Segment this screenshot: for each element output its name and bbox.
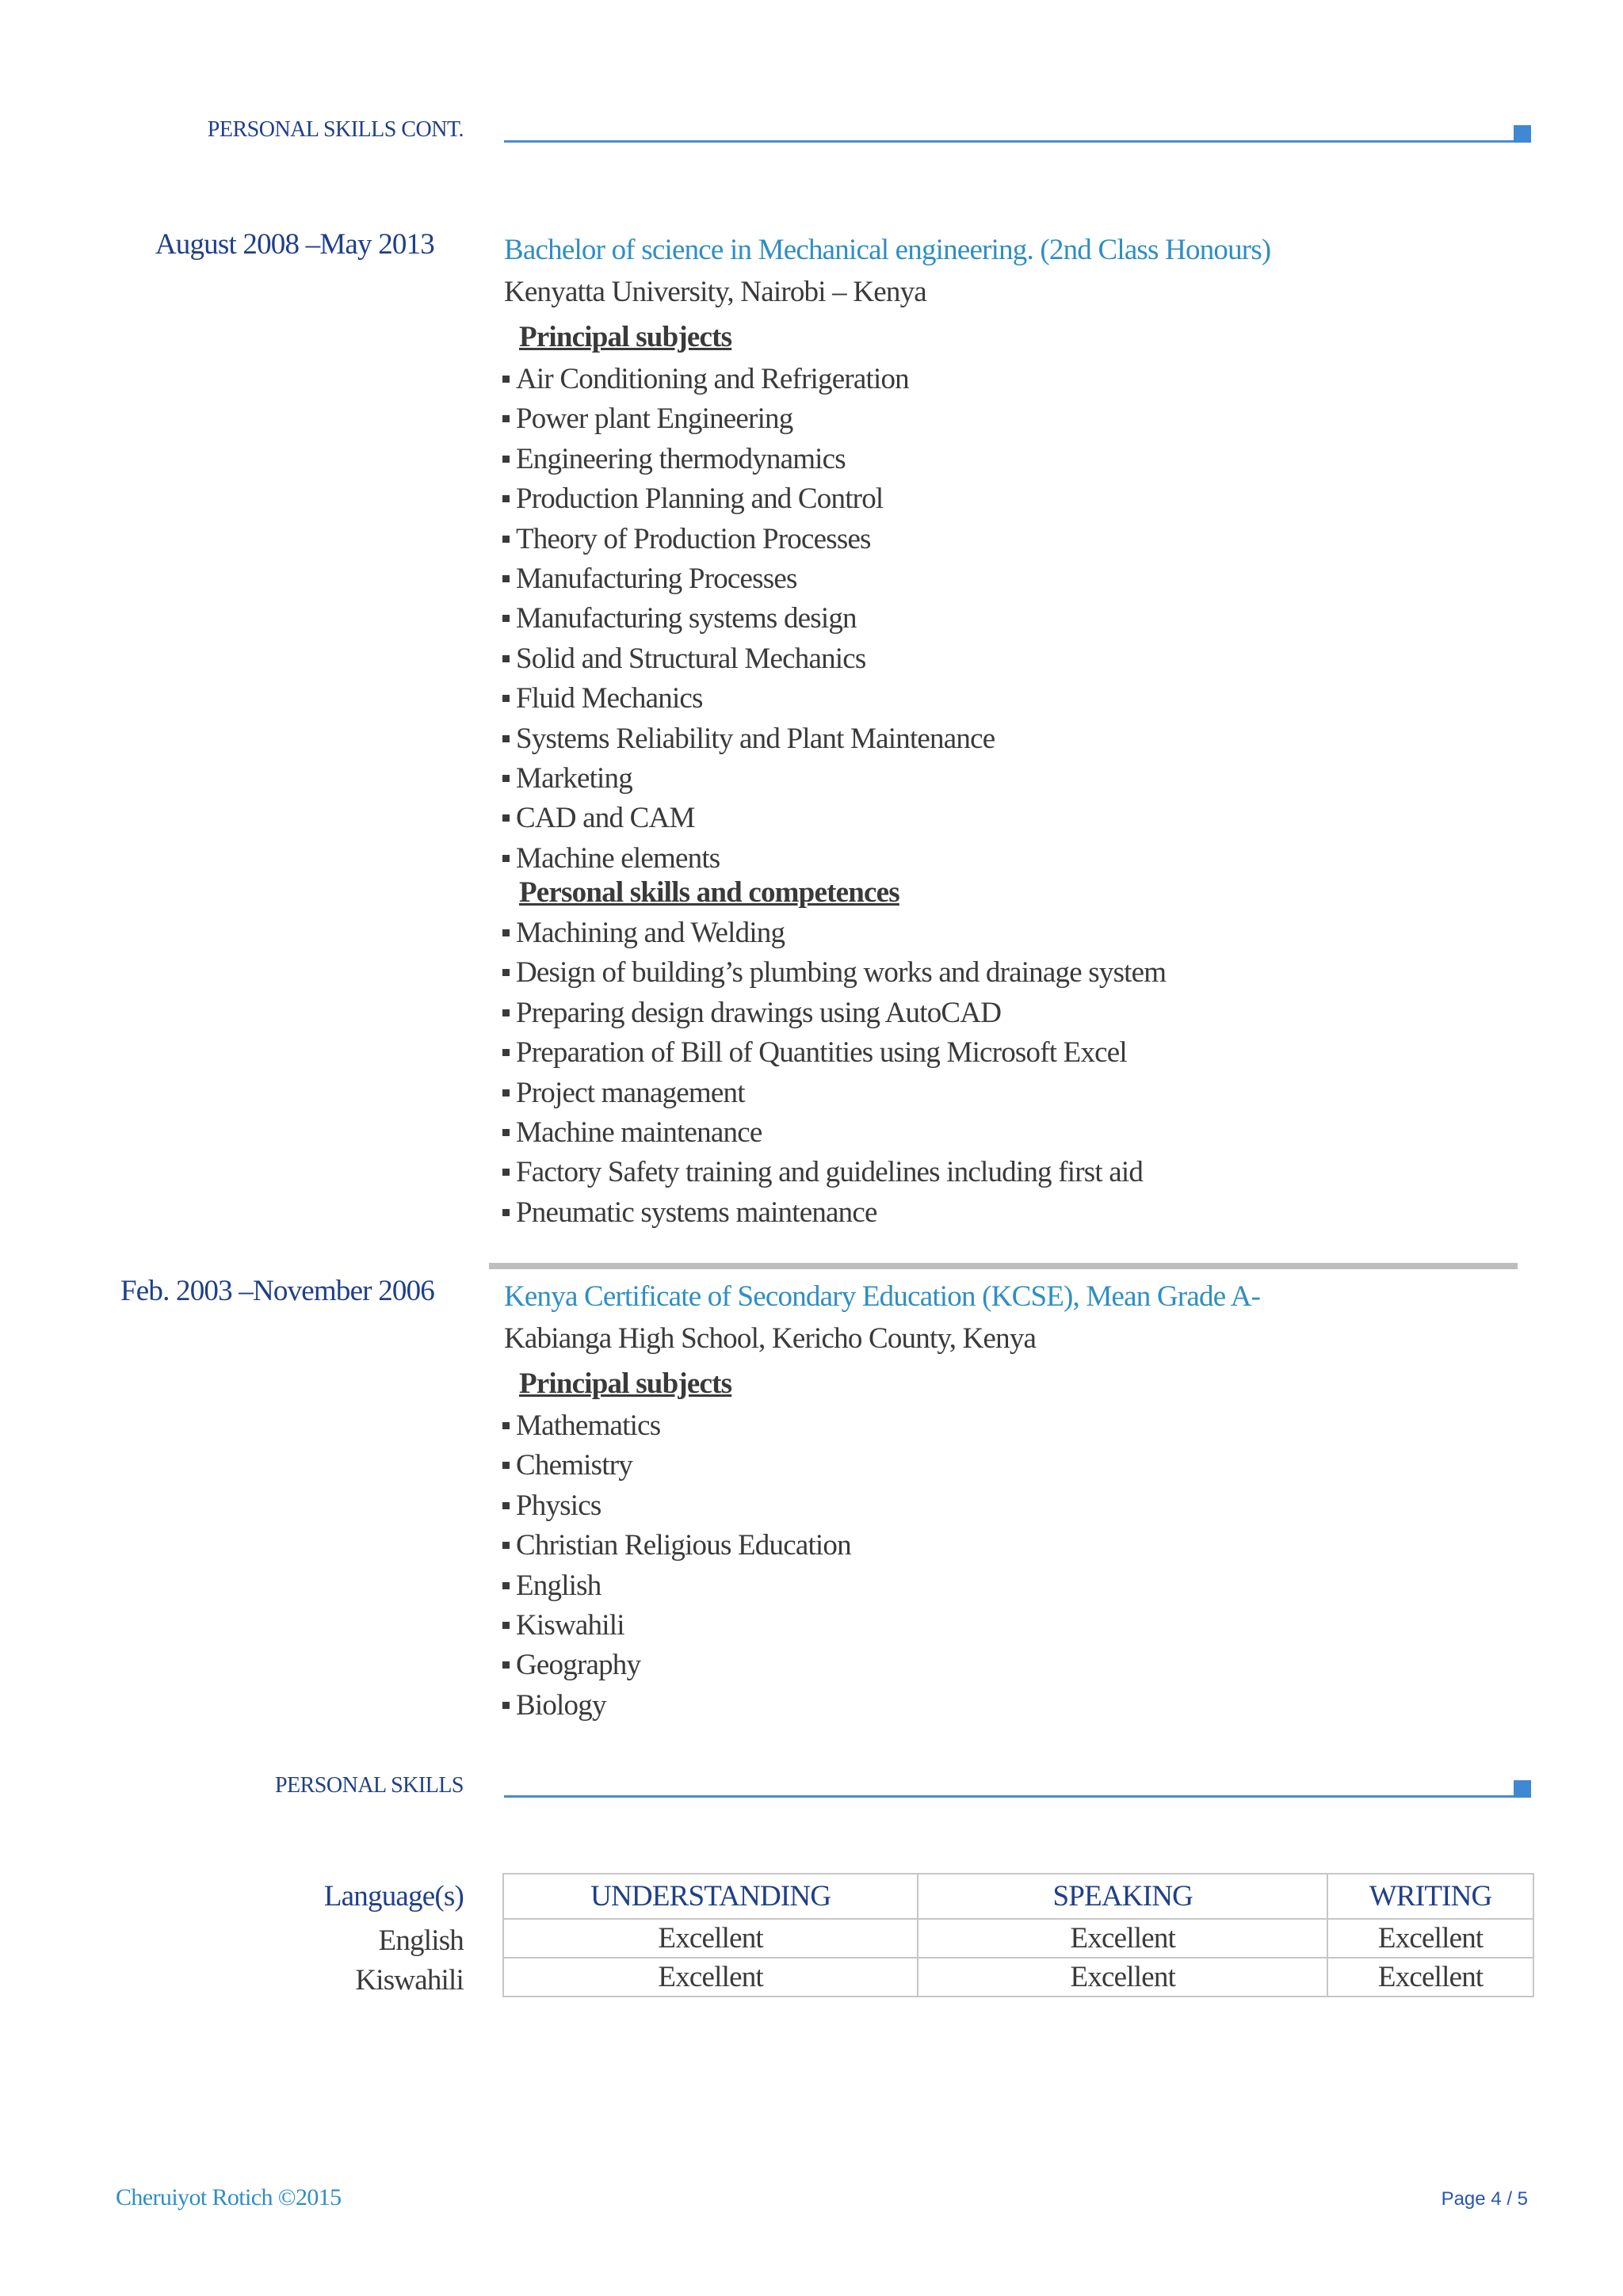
list-item: Production Planning and Control: [502, 479, 995, 519]
list-item: Mathematics: [502, 1406, 851, 1446]
list-item: Machining and Welding: [502, 913, 1166, 953]
list-item: Geography: [502, 1646, 851, 1685]
edu1-skills-heading: Personal skills and competences: [519, 876, 899, 909]
section-marker-square: [1514, 1780, 1531, 1798]
section-rule: [504, 1795, 1515, 1798]
list-item: Christian Religious Education: [502, 1526, 851, 1566]
entry-divider: [489, 1263, 1518, 1269]
table-cell: Excellent: [918, 1958, 1327, 1997]
list-item: Design of building’s plumbing works and drainage system: [502, 953, 1166, 993]
list-item: Engineering thermodynamics: [502, 440, 995, 479]
table-cell: Excellent: [503, 1919, 918, 1958]
edu1-school: Kenyatta University, Nairobi – Kenya: [504, 276, 926, 308]
section-heading-personal-skills-cont: PERSONAL SKILLS CONT.: [207, 117, 464, 142]
list-item: Theory of Production Processes: [502, 520, 995, 559]
edu2-subjects-list: [502, 1406, 851, 1726]
list-item: Power plant Engineering: [502, 399, 995, 439]
list-item: Air Conditioning and Refrigeration: [502, 360, 995, 399]
list-item: Manufacturing systems design: [502, 599, 995, 639]
list-item: Factory Safety training and guidelines including first aid: [502, 1153, 1166, 1192]
list-item: Systems Reliability and Plant Maintenance: [502, 719, 995, 759]
edu2-subjects-heading: Principal subjects: [519, 1367, 732, 1400]
edu1-date: August 2008 –May 2013: [155, 228, 434, 261]
column-header-speaking: SPEAKING: [918, 1874, 1327, 1919]
list-item: Fluid Mechanics: [502, 679, 995, 719]
edu1-subjects-heading: Principal subjects: [519, 321, 732, 353]
list-item: Machine maintenance: [502, 1113, 1166, 1153]
list-item: Preparing design drawings using AutoCAD: [502, 994, 1166, 1033]
edu2-school: Kabianga High School, Kericho County, Kenya: [504, 1322, 1037, 1355]
list-item: Preparation of Bill of Quantities using Microsoft Excel: [502, 1033, 1166, 1073]
edu1-subjects-list: [502, 360, 995, 879]
list-item: English: [502, 1566, 851, 1606]
edu1-skills-list: [502, 913, 1166, 1233]
list-item: Marketing: [502, 759, 995, 799]
list-item: Project management: [502, 1074, 1166, 1113]
table-cell: Excellent: [918, 1919, 1327, 1958]
list-item: Pneumatic systems maintenance: [502, 1193, 1166, 1233]
list-item: Physics: [502, 1486, 851, 1526]
list-item: Manufacturing Processes: [502, 559, 995, 599]
list-item: CAD and CAM: [502, 799, 995, 838]
list-item: Chemistry: [502, 1446, 851, 1486]
language-skills-table: [502, 1873, 1534, 1997]
list-item: Solid and Structural Mechanics: [502, 639, 995, 679]
table-cell: Excellent: [503, 1958, 918, 1997]
section-rule: [504, 140, 1515, 143]
table-header-row: [503, 1874, 1533, 1919]
footer-author: Cheruiyot Rotich ©2015: [116, 2184, 342, 2210]
edu2-date: Feb. 2003 –November 2006: [120, 1275, 434, 1307]
table-row: [503, 1919, 1533, 1958]
language-name-english: English: [378, 1924, 464, 1957]
language-name-kiswahili: Kiswahili: [355, 1964, 464, 1997]
table-cell: Excellent: [1327, 1919, 1533, 1958]
table-cell: Excellent: [1327, 1958, 1533, 1997]
table-row: [503, 1958, 1533, 1997]
languages-label: Language(s): [323, 1880, 464, 1913]
footer-page-number: Page 4 / 5: [1441, 2188, 1528, 2210]
column-header-writing: WRITING: [1327, 1874, 1533, 1919]
column-header-understanding: UNDERSTANDING: [503, 1874, 918, 1919]
edu1-degree: Bachelor of science in Mechanical engineering. (2nd Class Honours): [504, 234, 1271, 266]
edu2-degree: Kenya Certificate of Secondary Education (KCSE), Mean Grade A-: [504, 1280, 1261, 1313]
list-item: Kiswahili: [502, 1606, 851, 1646]
list-item: Biology: [502, 1686, 851, 1726]
section-heading-personal-skills: PERSONAL SKILLS: [274, 1773, 464, 1798]
section-marker-square: [1514, 125, 1531, 143]
list-item: Machine elements: [502, 839, 995, 879]
